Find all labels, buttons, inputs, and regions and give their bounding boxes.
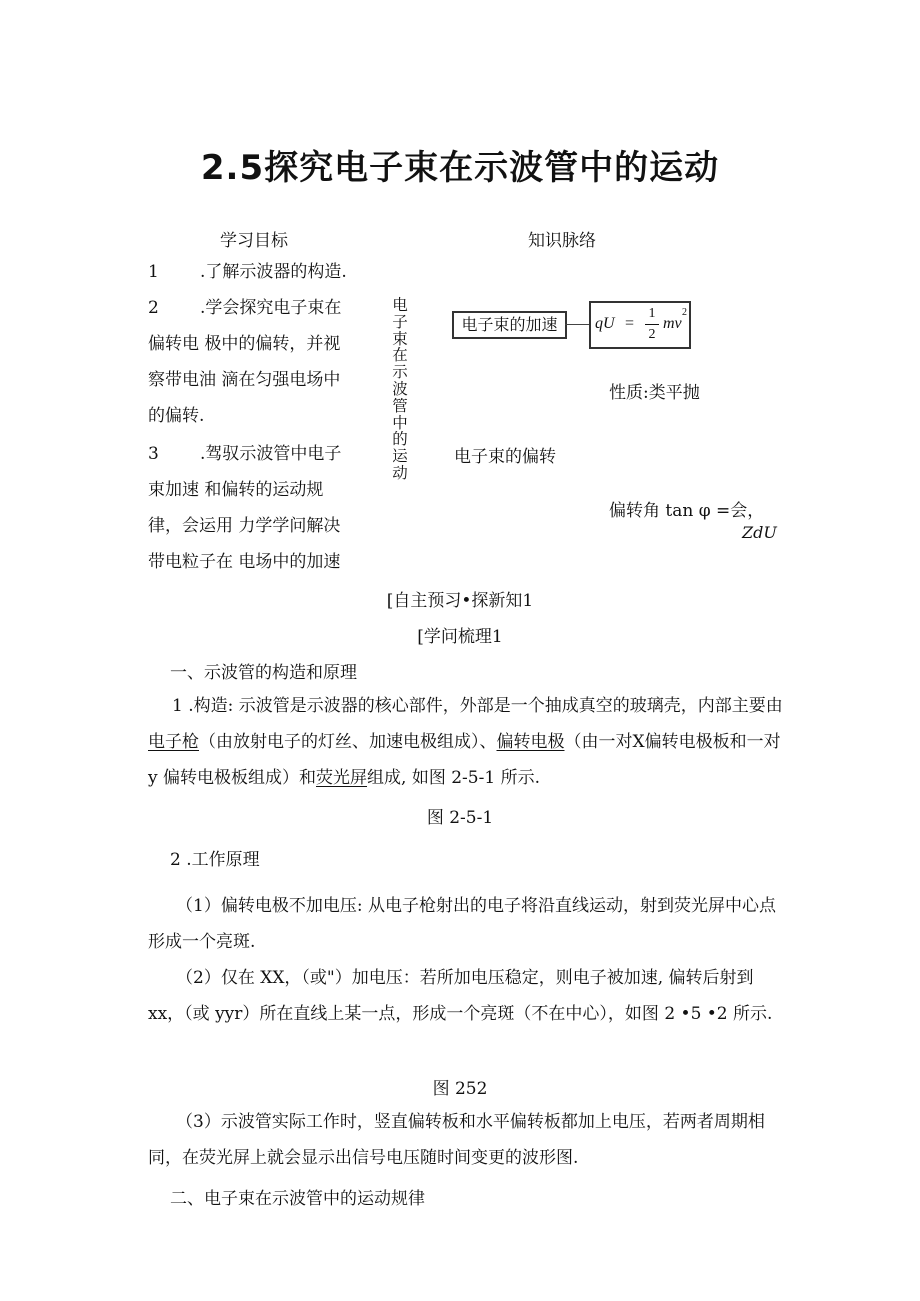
- page-title: 2.5探究电子束在示波管中的运动: [200, 148, 720, 188]
- deflection-label: 电子束的偏转: [454, 447, 556, 467]
- objective-3-num: 3: [148, 444, 159, 464]
- deflection-angle-denominator: ZdU: [742, 523, 777, 542]
- objective-1-text: .了解示波器的构造.: [200, 262, 347, 282]
- structure-text: 1 .构造: 示波管是示波器的核心部件，外部是一个抽成真空的玻璃壳，内部主要由: [172, 696, 783, 716]
- structure-text: （由一对X偏转电极板和一对 y 偏转电极板组成）和: [148, 732, 781, 788]
- objective-2-line: 察带电油 滴在匀强电场中: [148, 370, 341, 390]
- vertical-topic-label: 电子束在示波管中的运动: [392, 296, 408, 482]
- objective-3-line: .驾驭示波管中电子: [200, 444, 342, 464]
- fraction-denominator: 2: [648, 327, 656, 342]
- working-principle-heading: 2 .工作原理: [170, 850, 260, 870]
- structure-text: 组成, 如图 2-5-1 所示.: [367, 768, 540, 788]
- deflection-electrode-term: 偏转电极: [496, 732, 565, 752]
- objective-2-line: 偏转电 极中的偏转，并视: [148, 334, 341, 354]
- objective-3-line: 束加速 和偏转的运动规: [148, 480, 324, 500]
- learning-goals-header: 学习目标: [220, 231, 288, 251]
- formula-equals: =: [625, 315, 635, 332]
- formula-lhs: qU: [595, 315, 615, 332]
- objective-2-num: 2: [148, 298, 159, 318]
- fraction-numerator: 1: [648, 306, 656, 321]
- objective-2-line: .学会探究电子束在: [200, 298, 342, 318]
- formula-box: [589, 301, 691, 349]
- formula-rhs: mv: [663, 315, 682, 332]
- figure-caption-2: 图 252: [432, 1079, 488, 1099]
- deflection-angle: 偏转角 tan φ =会，: [609, 501, 765, 521]
- principle-paragraph-3: （3）示波管实际工作时，竖直偏转板和水平偏转板都加上电压，若两者周期相同，在荧光屏上就会显示出信号电压随时间变更的波形图.: [148, 1112, 765, 1168]
- knowledge-map-header: 知识脉络: [528, 231, 596, 251]
- acceleration-box: 电子束的加速: [452, 311, 567, 339]
- connector-line: [565, 324, 589, 325]
- figure-caption-1: 图 2-5-1: [426, 808, 494, 828]
- objective-3-line: 带电粒子在 电场中的加速: [148, 552, 341, 572]
- electron-gun-term: 电子枪: [148, 732, 199, 752]
- fraction-bar: [645, 324, 659, 325]
- structure-text: （由放射电子的灯丝、加速电极组成）、: [199, 732, 497, 752]
- screen-term: 荧光屏: [316, 768, 368, 788]
- knowledge-heading: [学问梳理1: [417, 627, 503, 647]
- objective-2-line: 的偏转.: [148, 406, 205, 426]
- objective-1-num: 1: [148, 262, 159, 282]
- formula-fraction: [645, 306, 659, 343]
- formula-exponent: 2: [682, 307, 687, 318]
- section-1-heading: 一、示波管的构造和原理: [170, 663, 357, 683]
- principle-paragraph-1: （1）偏转电极不加电压: 从电子枪射出的电子将沿直线运动，射到荧光屏中心点形成一个亮斑.: [148, 896, 776, 952]
- principle-paragraph-2: （2）仅在 XX，（或"）加电压：若所加电压稳定，则电子被加速, 偏转后射到 xx，（或 yyr）所在直线上某一点，形成一个亮斑（不在中心），如图 2 •5 •2 所示.: [148, 968, 773, 1024]
- structure-paragraph: [148, 688, 788, 796]
- nature-label: 性质:类平抛: [609, 383, 700, 403]
- objective-3-line: 律，会运用 力学学问解决: [148, 516, 341, 536]
- preview-heading: [自主预习•探新知1: [386, 591, 534, 611]
- section-2-heading: 二、电子束在示波管中的运动规律: [170, 1189, 425, 1209]
